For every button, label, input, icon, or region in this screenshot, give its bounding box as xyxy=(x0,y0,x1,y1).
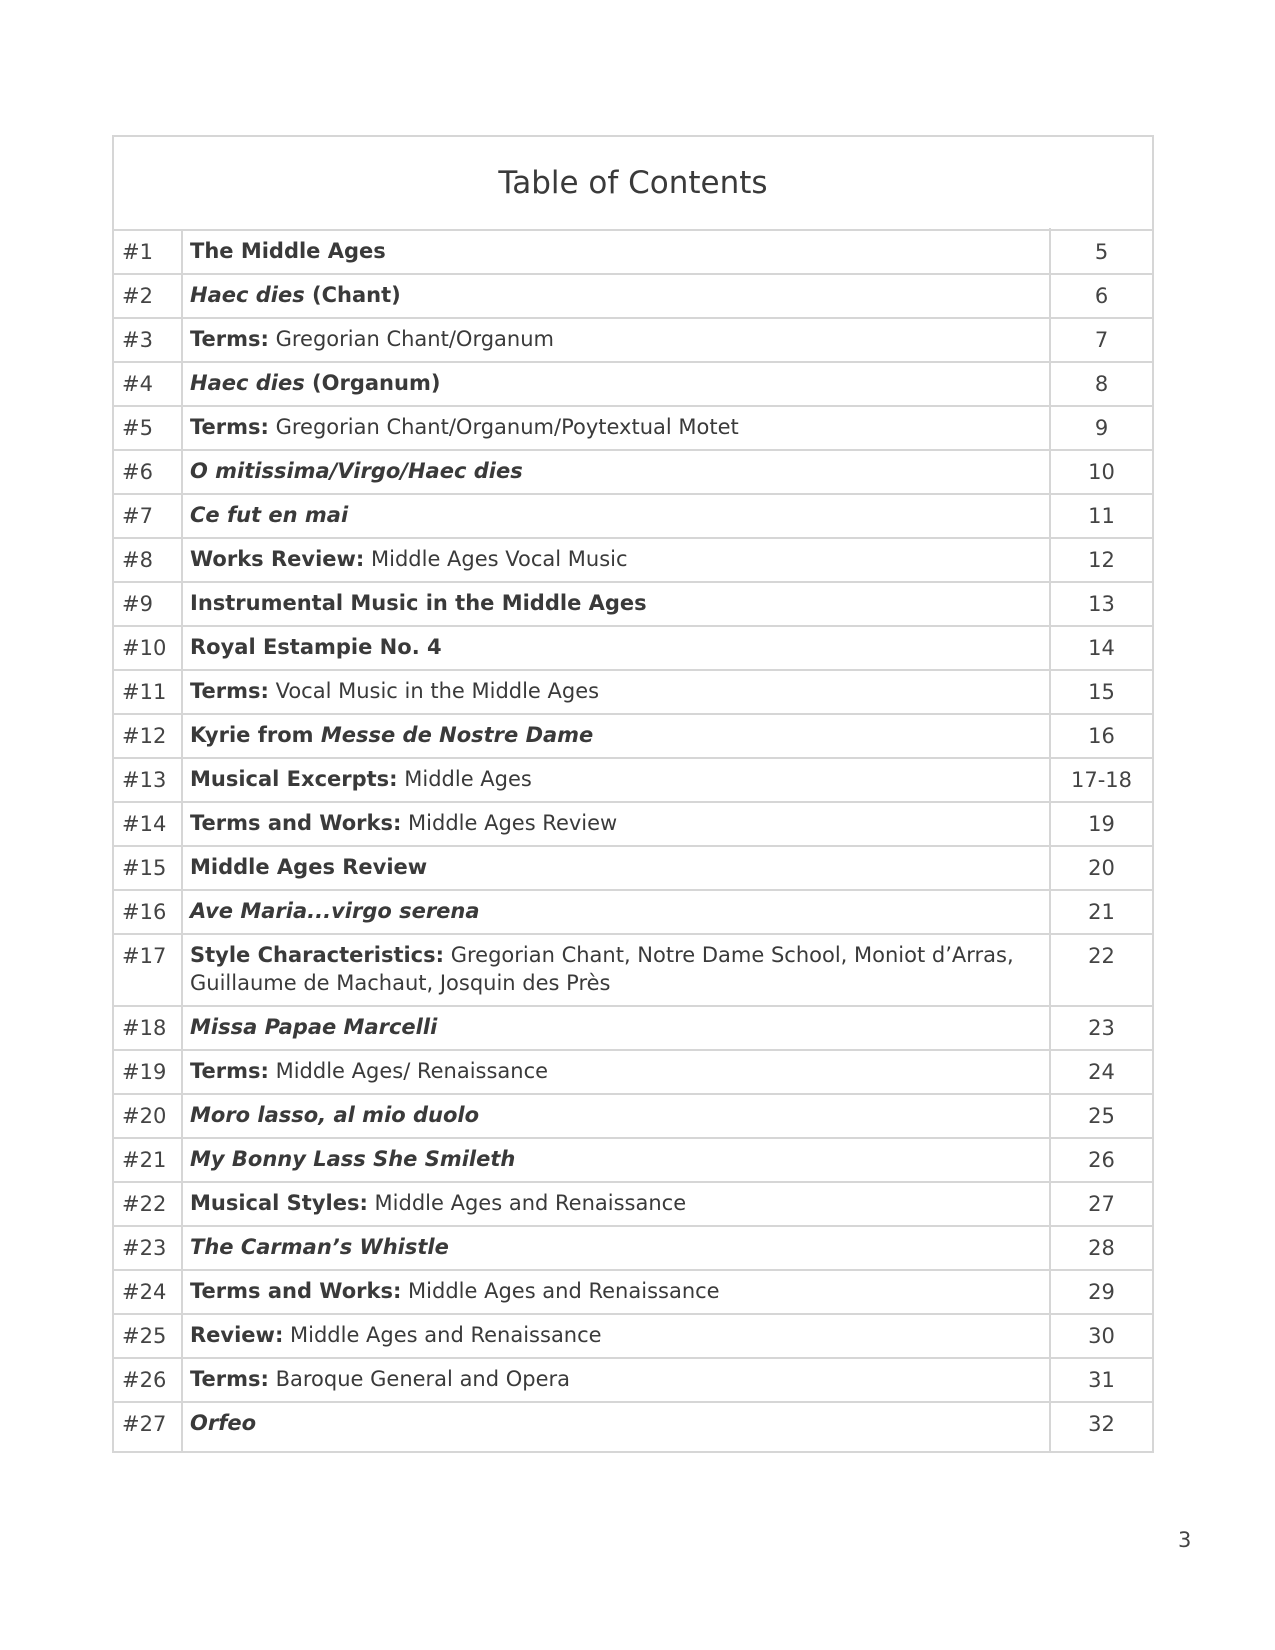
toc-entry-title-part: Haec dies xyxy=(190,283,305,307)
toc-entry-title-part: Middle Ages Review xyxy=(190,855,428,879)
toc-entry-title-part: O mitissima/Virgo/Haec dies xyxy=(190,459,523,483)
toc-entry-title xyxy=(183,1268,1051,1313)
toc-entry-number: #27 xyxy=(114,1403,183,1451)
toc-entry-title xyxy=(183,712,1051,757)
toc-entry-title-part: Review: xyxy=(190,1323,284,1347)
toc-entry-number: #16 xyxy=(114,891,183,933)
toc-row xyxy=(114,891,1152,935)
toc-entry-title-part: Middle Ages and Renaissance xyxy=(367,1191,687,1215)
table-of-contents xyxy=(112,135,1154,1453)
toc-entry-title xyxy=(183,888,1051,933)
toc-entry-page: 25 xyxy=(1088,1104,1115,1128)
toc-entry-page: 15 xyxy=(1088,680,1115,704)
toc-entry-title-part: Gregorian Chant/Organum xyxy=(268,327,554,351)
toc-entry-page: 5 xyxy=(1094,240,1109,264)
toc-entry-title-part: Terms: xyxy=(190,679,269,703)
toc-entry-title-part: Middle Ages and Renaissance xyxy=(401,1279,720,1303)
toc-entry-title xyxy=(183,492,1051,537)
toc-row xyxy=(114,847,1152,891)
toc-entry-title-part: Musical Styles: xyxy=(190,1191,368,1215)
toc-entry-title xyxy=(183,1136,1051,1181)
page-title: Table of Contents xyxy=(498,165,768,201)
toc-row xyxy=(114,407,1152,451)
toc-entry-title xyxy=(183,1224,1051,1269)
toc-entry-page: 19 xyxy=(1088,812,1115,836)
toc-entry-title-part: (Organum) xyxy=(304,371,441,395)
toc-entry-title-part: The Middle Ages xyxy=(190,239,386,263)
toc-row xyxy=(114,1359,1152,1403)
toc-entry-number: #1 xyxy=(114,231,183,273)
toc-entry-number: #21 xyxy=(114,1139,183,1181)
toc-entry-title-part: My Bonny Lass She Smileth xyxy=(190,1147,516,1171)
toc-entry-title xyxy=(183,932,1051,1005)
toc-entry-page: 23 xyxy=(1088,1016,1115,1040)
toc-row xyxy=(114,451,1152,495)
toc-entry-number: #18 xyxy=(114,1007,183,1049)
toc-entry-number: #17 xyxy=(114,935,183,1005)
toc-row xyxy=(114,275,1152,319)
toc-entry-title-part: Messe de Nostre Dame xyxy=(320,723,594,747)
toc-entry-title xyxy=(183,272,1051,317)
toc-row xyxy=(114,803,1152,847)
toc-entry-number: #2 xyxy=(114,275,183,317)
toc-entry-number: #23 xyxy=(114,1227,183,1269)
toc-entry-title-part: Royal Estampie No. 4 xyxy=(190,635,442,659)
toc-entry-number: #8 xyxy=(114,539,183,581)
toc-entry-title xyxy=(183,448,1051,493)
toc-row xyxy=(114,1007,1152,1051)
toc-entry-page: 27 xyxy=(1088,1192,1115,1216)
toc-row xyxy=(114,1315,1152,1359)
toc-entry-number: #25 xyxy=(114,1315,183,1357)
toc-row xyxy=(114,935,1152,1007)
toc-entry-title-part: Terms and Works: xyxy=(190,1279,402,1303)
toc-row xyxy=(114,715,1152,759)
toc-entry-title xyxy=(183,844,1051,889)
toc-entry-number: #9 xyxy=(114,583,183,625)
toc-row xyxy=(114,1183,1152,1227)
toc-row xyxy=(114,1271,1152,1315)
toc-entry-page: 11 xyxy=(1088,504,1115,528)
toc-entry-number: #24 xyxy=(114,1271,183,1313)
toc-entry-number: #26 xyxy=(114,1359,183,1401)
toc-row xyxy=(114,1403,1152,1451)
toc-entry-number: #13 xyxy=(114,759,183,801)
page-number: 3 xyxy=(1178,1528,1192,1552)
toc-entry-title-part: Works Review: xyxy=(190,547,365,571)
toc-entry-title xyxy=(183,1312,1051,1357)
toc-entry-title-part: Gregorian Chant, Notre Dame School, Moniot d’Arras, Guillaume de Machaut, Josquin des Près xyxy=(190,943,1014,995)
toc-entry-page: 6 xyxy=(1094,284,1109,308)
toc-entry-number: #4 xyxy=(114,363,183,405)
toc-entry-title xyxy=(183,360,1051,405)
toc-entry-page: 30 xyxy=(1088,1324,1115,1348)
toc-entry-page: 14 xyxy=(1088,636,1115,660)
toc-row xyxy=(114,671,1152,715)
toc-entry-title-part: Middle Ages Vocal Music xyxy=(364,547,628,571)
toc-row xyxy=(114,539,1152,583)
toc-entry-number: #12 xyxy=(114,715,183,757)
toc-entry-title-part: Terms: xyxy=(190,1367,269,1391)
toc-entry-title xyxy=(183,536,1051,581)
toc-entry-title xyxy=(183,1004,1051,1049)
toc-row xyxy=(114,1139,1152,1183)
toc-body xyxy=(114,231,1152,1451)
toc-entry-title-part: Moro lasso, al mio duolo xyxy=(190,1103,480,1127)
toc-entry-page: 7 xyxy=(1094,328,1109,352)
toc-entry-page: 21 xyxy=(1088,900,1115,924)
toc-row xyxy=(114,319,1152,363)
toc-entry-page: 22 xyxy=(1088,944,1115,968)
toc-entry-title-part: (Chant) xyxy=(304,283,401,307)
toc-entry-title xyxy=(183,668,1051,713)
toc-entry-title-part: Kyrie from xyxy=(190,723,321,747)
toc-entry-number: #19 xyxy=(114,1051,183,1093)
toc-entry-title xyxy=(183,316,1051,361)
toc-entry-title-part: Terms: xyxy=(190,1059,269,1083)
toc-entry-number: #7 xyxy=(114,495,183,537)
toc-entry-title xyxy=(183,580,1051,625)
toc-entry-page: 17-18 xyxy=(1070,768,1133,792)
toc-entry-number: #15 xyxy=(114,847,183,889)
toc-entry-page: 9 xyxy=(1094,416,1109,440)
toc-entry-page: 8 xyxy=(1094,372,1109,396)
toc-entry-title xyxy=(183,1048,1051,1093)
toc-entry-page: 10 xyxy=(1088,460,1115,484)
toc-entry-title-part: Terms and Works: xyxy=(190,811,402,835)
toc-entry-number: #10 xyxy=(114,627,183,669)
toc-row xyxy=(114,495,1152,539)
toc-entry-title-part: Middle Ages Review xyxy=(401,811,618,835)
toc-entry-title-part: Missa Papae Marcelli xyxy=(190,1015,438,1039)
toc-entry-title-part: Style Characteristics: xyxy=(190,943,445,967)
toc-entry-title-part: Terms: xyxy=(190,327,269,351)
toc-entry-number: #6 xyxy=(114,451,183,493)
toc-entry-page: 28 xyxy=(1088,1236,1115,1260)
toc-row xyxy=(114,759,1152,803)
toc-row xyxy=(114,583,1152,627)
toc-entry-title xyxy=(183,1356,1051,1401)
toc-entry-title xyxy=(183,404,1051,449)
toc-entry-title-part: The Carman’s Whistle xyxy=(190,1235,449,1259)
toc-entry-page: 16 xyxy=(1088,724,1115,748)
toc-entry-title-part: Baroque General and Opera xyxy=(268,1367,571,1391)
toc-entry-title xyxy=(183,624,1051,669)
toc-entry-title-part: Terms: xyxy=(190,415,269,439)
toc-entry-title-part: Musical Excerpts: xyxy=(190,767,398,791)
toc-entry-number: #5 xyxy=(114,407,183,449)
toc-entry-title-part: Orfeo xyxy=(190,1411,257,1435)
toc-row xyxy=(114,1051,1152,1095)
toc-entry-title-part: Instrumental Music in the Middle Ages xyxy=(190,591,647,615)
toc-row xyxy=(114,627,1152,671)
toc-entry-title xyxy=(183,228,1051,273)
toc-entry-title-part: Middle Ages and Renaissance xyxy=(283,1323,602,1347)
toc-entry-page: 31 xyxy=(1088,1368,1115,1392)
toc-row xyxy=(114,363,1152,407)
toc-entry-page: 29 xyxy=(1088,1280,1115,1304)
toc-entry-title xyxy=(183,756,1051,801)
toc-entry-page: 13 xyxy=(1088,592,1115,616)
toc-entry-title xyxy=(183,1180,1051,1225)
toc-entry-number: #14 xyxy=(114,803,183,845)
toc-entry-number: #20 xyxy=(114,1095,183,1137)
toc-entry-title xyxy=(183,1092,1051,1137)
toc-entry-number: #11 xyxy=(114,671,183,713)
toc-entry-page: 32 xyxy=(1088,1412,1115,1436)
toc-entry-title-part: Ave Maria...virgo serena xyxy=(190,899,480,923)
toc-entry-title-part: Gregorian Chant/Organum/Poytextual Motet xyxy=(268,415,739,439)
toc-entry-title xyxy=(183,1400,1051,1451)
toc-entry-title-part: Middle Ages/ Renaissance xyxy=(268,1059,549,1083)
toc-entry-title xyxy=(183,800,1051,845)
toc-entry-title-part: Middle Ages xyxy=(397,767,532,791)
toc-row xyxy=(114,231,1152,275)
toc-entry-title-part: Ce fut en mai xyxy=(190,503,349,527)
toc-header xyxy=(114,137,1152,231)
toc-entry-page: 20 xyxy=(1088,856,1115,880)
toc-entry-number: #3 xyxy=(114,319,183,361)
toc-entry-page: 12 xyxy=(1088,548,1115,572)
toc-entry-title-part: Haec dies xyxy=(190,371,305,395)
toc-row xyxy=(114,1095,1152,1139)
toc-entry-title-part: Vocal Music in the Middle Ages xyxy=(268,679,600,703)
toc-row xyxy=(114,1227,1152,1271)
toc-entry-page: 24 xyxy=(1088,1060,1115,1084)
toc-entry-page: 26 xyxy=(1088,1148,1115,1172)
toc-entry-number: #22 xyxy=(114,1183,183,1225)
